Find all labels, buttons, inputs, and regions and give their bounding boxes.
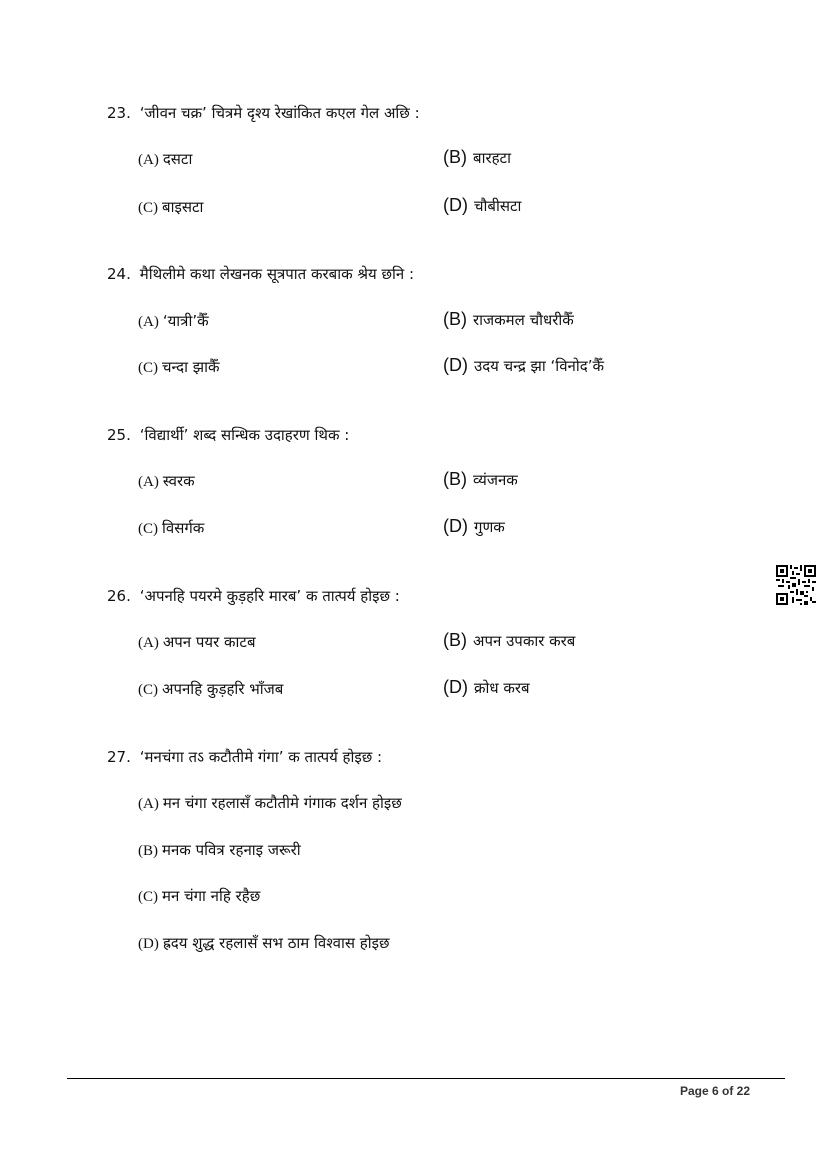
option-text: अपन उपकार करब: [473, 632, 576, 650]
option-label: (C): [138, 200, 158, 216]
option-text: स्वरक: [162, 472, 195, 490]
option-27-b[interactable]: [138, 840, 301, 860]
option-23-c[interactable]: [138, 197, 203, 217]
option-text: विसर्गक: [162, 519, 205, 537]
option-text: चौबीसटा: [474, 197, 522, 215]
option-label: (A): [138, 635, 159, 651]
option-24-d[interactable]: [443, 355, 604, 376]
option-label: (D): [138, 936, 159, 952]
option-label: (A): [138, 314, 159, 330]
option-text: राजकमल चौधरीकैँ: [473, 311, 574, 329]
option-label: (A): [138, 474, 159, 490]
question-27: [107, 747, 382, 767]
option-label: (B): [138, 843, 158, 859]
option-text: बाइसटा: [162, 198, 204, 216]
option-label: (B): [443, 309, 467, 329]
option-26-d[interactable]: [443, 677, 530, 698]
question-25: [107, 425, 349, 445]
option-label: (D): [443, 195, 468, 215]
question-number: 23.: [107, 104, 131, 122]
option-text: क्रोध करब: [474, 679, 530, 697]
option-26-a[interactable]: [138, 632, 256, 652]
footer-divider: [67, 1078, 785, 1079]
option-label: (B): [443, 469, 467, 489]
question-number: 27.: [107, 748, 131, 766]
option-25-c[interactable]: [138, 518, 204, 538]
qr-code-icon: [776, 565, 816, 605]
option-label: (B): [443, 147, 467, 167]
option-23-b[interactable]: [443, 147, 511, 168]
option-label: (D): [443, 516, 468, 536]
option-text: चन्दा झाकैँ: [162, 358, 220, 376]
option-text: ‘यात्री’कैँ: [162, 312, 209, 330]
option-27-a[interactable]: [138, 793, 402, 813]
question-text: ‘विद्यार्थी’ शब्द सन्धिक उदाहरण थिक :: [139, 426, 350, 444]
page-number: Page 6 of 22: [680, 1084, 751, 1098]
question-number: 26.: [107, 587, 131, 605]
option-label: (A): [138, 796, 159, 812]
option-24-a[interactable]: [138, 311, 209, 331]
question-number: 24.: [107, 265, 131, 283]
question-26: [107, 586, 400, 606]
option-text: मन चंगा नहि रहैछ: [162, 887, 261, 905]
option-text: दसटा: [162, 150, 193, 168]
option-text: बारहटा: [473, 149, 511, 167]
option-label: (C): [138, 360, 158, 376]
option-label: (C): [138, 889, 158, 905]
option-label: (B): [443, 630, 467, 650]
option-label: (D): [443, 355, 468, 375]
option-text: ह्रदय शुद्ध रहलासँ सभ ठाम विश्वास होइछ: [162, 934, 390, 952]
question-text: ‘अपनहि पयरमे कुड़हरि मारब’ क तात्पर्य होइछ :: [139, 587, 400, 605]
option-text: गुणक: [474, 518, 505, 536]
option-text: उदय चन्द्र झा ‘विनोद’कैँ: [474, 357, 604, 375]
option-24-c[interactable]: [138, 357, 220, 377]
option-23-d[interactable]: [443, 195, 521, 216]
question-text: ‘मनचंगा तऽ कटौतीमे गंगा’ क तात्पर्य होइछ :: [139, 748, 383, 766]
question-23: [107, 103, 420, 123]
option-label: (A): [138, 152, 159, 168]
option-text: मनक पवित्र रहनाइ जरूरी: [162, 841, 301, 859]
option-27-d[interactable]: [138, 933, 390, 953]
option-25-a[interactable]: [138, 471, 195, 491]
option-26-c[interactable]: [138, 679, 283, 699]
question-24: [107, 264, 414, 284]
option-label: (C): [138, 521, 158, 537]
option-text: व्यंजनक: [473, 471, 518, 489]
option-23-a[interactable]: [138, 149, 192, 169]
option-25-d[interactable]: [443, 516, 505, 537]
question-text: मैथिलीमे कथा लेखनक सूत्रपात करबाक श्रेय छनि :: [139, 265, 414, 283]
option-text: अपनहि कुड़हरि भाँजब: [162, 680, 284, 698]
option-26-b[interactable]: [443, 630, 575, 651]
option-text: अपन पयर काटब: [162, 633, 256, 651]
option-27-c[interactable]: [138, 886, 260, 906]
question-text: ‘जीवन चक्र’ चित्रमे दृश्य रेखांकित कएल गेल अछि :: [139, 104, 420, 122]
option-label: (C): [138, 682, 158, 698]
option-text: मन चंगा रहलासँ कटौतीमे गंगाक दर्शन होइछ: [162, 794, 402, 812]
option-label: (D): [443, 677, 468, 697]
option-24-b[interactable]: [443, 309, 574, 330]
question-number: 25.: [107, 426, 131, 444]
option-25-b[interactable]: [443, 469, 518, 490]
